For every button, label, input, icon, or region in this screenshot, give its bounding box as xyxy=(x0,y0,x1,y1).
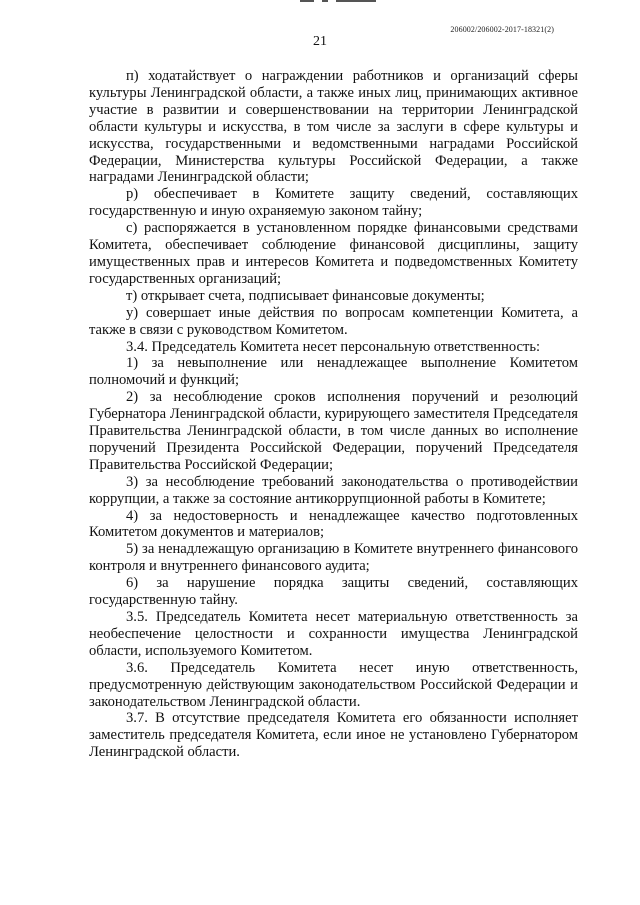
document-number: 206002/206002-2017-18321(2) xyxy=(450,25,554,34)
paragraph-3-5: 3.5. Председатель Комитета несет материальную ответственность за необеспечение целостности и сохранности имущества Ленинградской области, используемого Комитетом. xyxy=(89,609,578,659)
paragraph-item-1: 1) за невыполнение или ненадлежащее выполнение Комитетом полномочий и функций; xyxy=(89,355,578,389)
paragraph-item-4: 4) за недостоверность и ненадлежащее качество подготовленных Комитетом документов и материалов; xyxy=(89,507,578,541)
paragraph-3-7: 3.7. В отсутствие председателя Комитета его обязанности исполняет заместитель председателя Комитета, если иное не установлено Губернатором Ленинградской области. xyxy=(89,710,578,761)
paragraph-3-4: 3.4. Председатель Комитета несет персональную ответственность: xyxy=(126,338,541,355)
page-number: 21 xyxy=(313,34,327,49)
paragraph-3-6: 3.6. Председатель Комитета несет иную ответственность, предусмотренную действующим законодательством Российской Федерации и законодательством Ленинградской области. xyxy=(89,659,578,710)
paragraph-item-2: 2) за несоблюдение сроков исполнения поручений и резолюций Губернатора Ленинградской области, курирующего заместителя Председателя Правительства Ленинградской области, в том числе данных во исполнение поручений Президента Российской Федерации, поручений Председателя Правительства Российской Федерации; xyxy=(89,389,578,473)
paragraph-item-6: 6) за нарушение порядка защиты сведений, составляющих государственную тайну. xyxy=(89,575,578,609)
paragraph-p: п) ходатайствует о награждении работников и организаций сферы культуры Ленинградской области, а также иных лиц, принимающих активное участие в развитии и совершенствовании на территории Ленинградской области культуры и искусства, в том числе за заслуги в сфере культуры и искусства, государственными и ведомственными наградами Российской Федерации, Министерства культуры Российской Федерации, а также наградами Ленинградской области; xyxy=(89,68,578,186)
paragraph-item-5: 5) за ненадлежащую организацию в Комитете внутреннего финансового контроля и внутреннего финансового аудита; xyxy=(89,541,578,575)
paragraph-r: р) обеспечивает в Комитете защиту сведений, составляющих государственную и иную охраняемую законом тайну; xyxy=(89,186,578,220)
scan-top-marks xyxy=(300,0,390,3)
paragraph-u: у) совершает иные действия по вопросам компетенции Комитета, а также в связи с руководством Комитетом. xyxy=(89,304,578,338)
paragraph-item-3: 3) за несоблюдение требований законодательства о противодействии коррупции, а также за состояние антикоррупционной работы в Комитете; xyxy=(89,473,578,507)
paragraph-t: т) открывает счета, подписывает финансовые документы; xyxy=(126,287,485,304)
body-text xyxy=(89,68,578,761)
paragraph-s: с) распоряжается в установленном порядке финансовыми средствами Комитета, обеспечивает соблюдение финансовой дисциплины, защиту имущественных прав и интересов Комитета и подведомственных Комитету государственных организаций; xyxy=(89,220,578,287)
